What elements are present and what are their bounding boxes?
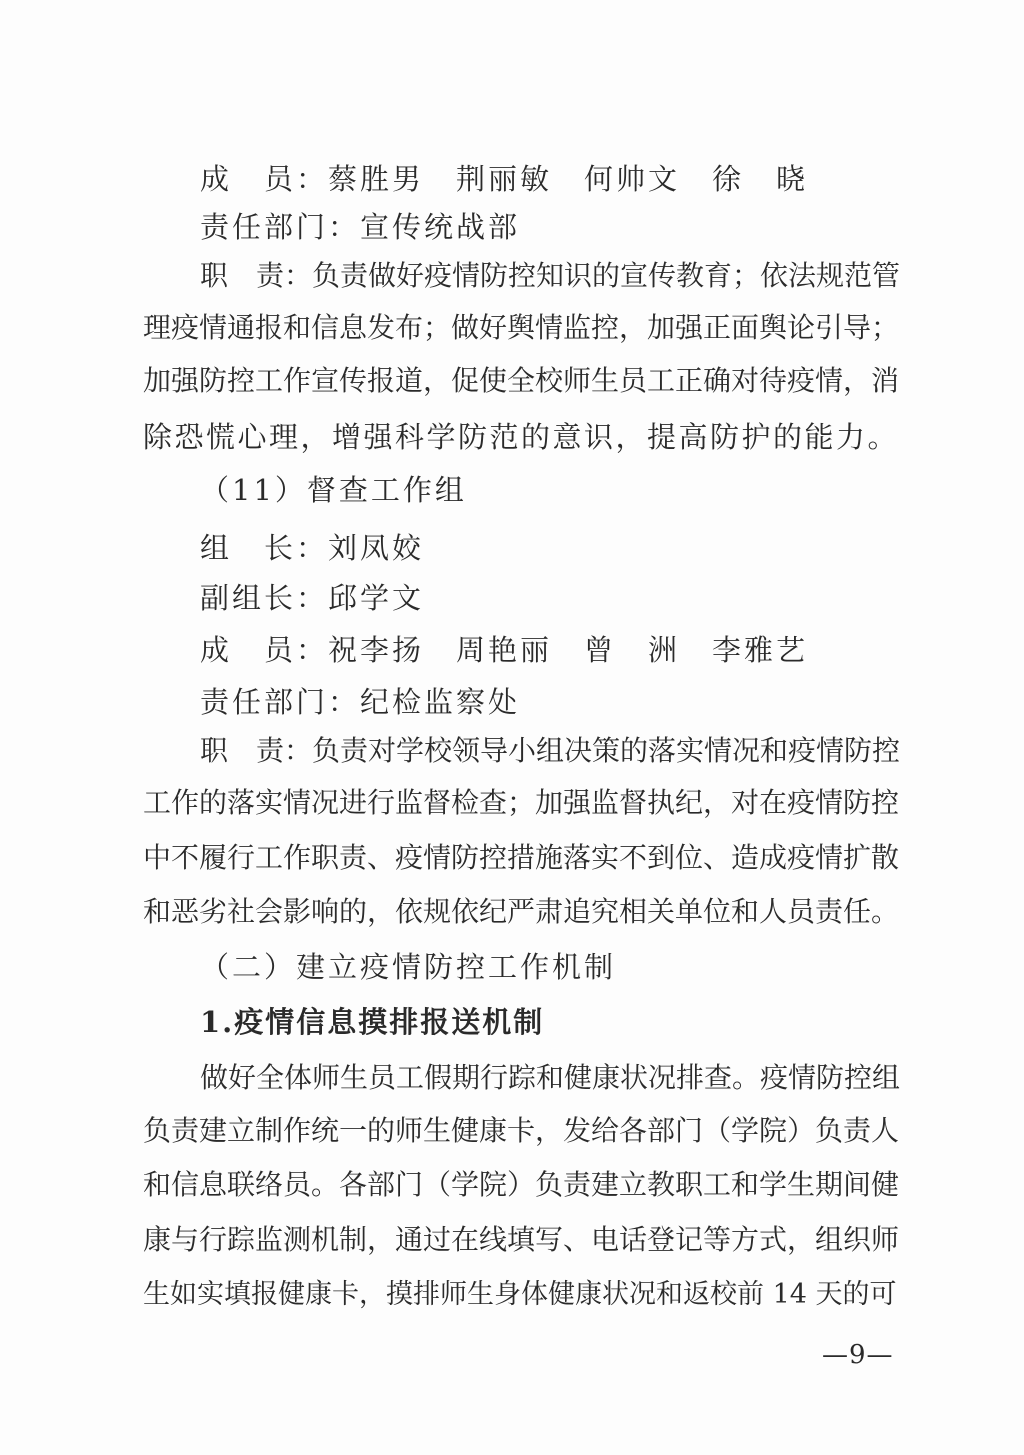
section-heading: （11）督查工作组 [200,473,467,507]
text-line: 理疫情通报和信息发布；做好舆情监控，加强正面舆论引导； [143,311,900,344]
section-heading: （二）建立疫情防控工作机制 [200,950,617,984]
text-line: 康与行踪监测机制，通过在线填写、电话登记等方式，组织师 [143,1223,900,1256]
text-line: 负责建立制作统一的师生健康卡，发给各部门（学院）负责人 [143,1114,900,1147]
text-line: 和信息联络员。各部门（学院）负责建立教职工和学生期间健 [143,1168,900,1201]
text-line: 和恶劣社会影响的，依规依纪严肃追究相关单位和人员责任。 [143,895,900,928]
text-line: 职 责：负责对学校领导小组决策的落实情况和疫情防控 [200,734,901,767]
text-line: 成 员：祝李扬 周艳丽 曾 洲 李雅艺 [200,633,809,667]
text-line: 成 员：蔡胜男 荆丽敏 何帅文 徐 晓 [200,162,809,196]
subsection-heading: 1.疫情信息摸排报送机制 [200,1005,545,1039]
text-line: 除恐慌心理，增强科学防范的意识，提高防护的能力。 [143,420,900,454]
text-line: 副组长：邱学文 [200,581,425,615]
text-line: 工作的落实情况进行监督检查；加强监督执纪，对在疫情防控 [143,786,900,819]
text-line: 生如实填报健康卡，摸排师生身体健康状况和返校前 14 天的可 [143,1279,897,1310]
text-line: 中不履行工作职责、疫情防控措施落实不到位、造成疫情扩散 [143,841,900,874]
page-number: —9— [822,1340,894,1370]
text-line: 加强防控工作宣传报道，促使全校师生员工正确对待疫情，消 [143,364,900,397]
text-line: 责任部门：纪检监察处 [200,685,521,719]
text-line: 职 责：负责做好疫情防控知识的宣传教育；依法规范管 [200,259,901,292]
text-line: 责任部门：宣传统战部 [200,210,521,244]
text-line: 做好全体师生员工假期行踪和健康状况排查。疫情防控组 [200,1061,901,1094]
text-line: 组 长：刘凤姣 [200,531,425,565]
